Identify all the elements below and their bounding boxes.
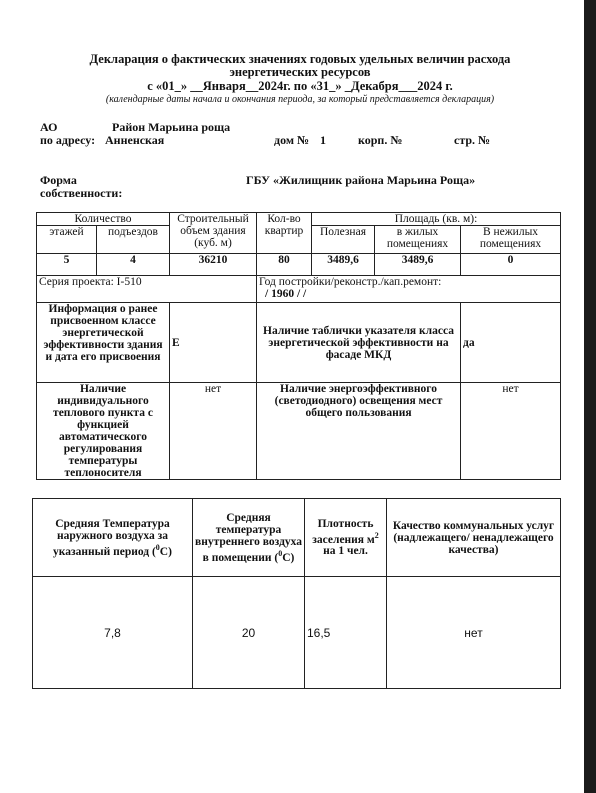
floors-header: этажей [37,226,97,254]
house-value: 1 [320,133,326,147]
build-year-cell [257,276,561,303]
house-label: дом № [274,133,310,147]
density-header-tail: на 1 чел. [323,545,368,558]
floors-value: 5 [37,254,97,276]
build-year-label: Год постройки/реконстр./кап.ремонт: [259,276,442,288]
area-header: Площадь (кв. м): [312,213,561,226]
korp-label: корп. № [358,133,403,147]
led-lighting-value: нет [461,383,561,480]
project-series: Серия проекта: I-510 [37,276,257,303]
celsius-unit: С) [282,551,295,564]
led-lighting-label: Наличие энергоэффективного (светодиодного) освещения мест общего пользования [257,383,461,480]
ao-label: АО [40,120,58,134]
apartments-header: Кол-во квартир [257,213,312,254]
density-header-text: Плотность заселения м [312,517,375,546]
ownership-label: Форма [40,173,77,187]
squared-superscript: 2 [374,530,379,540]
ownership-value: ГБУ «Жилищник района Марьина Роща» [246,173,476,187]
outdoor-temp-header [33,499,193,577]
celsius-unit: С) [159,545,172,558]
quality-value: нет [387,577,561,689]
nonresidential-area-value: 0 [461,254,561,276]
doc-title-line1: Декларация о фактических значениях годовых удельных величин расхода [89,52,511,66]
degree-superscript: 0 [278,548,283,558]
build-year-value: / 1960 / / [265,288,307,300]
entrances-header: подъездов [97,226,170,254]
address-street: Анненская [105,133,165,147]
entrances-value: 4 [97,254,170,276]
degree-superscript: 0 [155,542,160,552]
ownership-label-2: собственности: [40,186,123,200]
ao-value: Район Марьина роща [112,120,231,134]
volume-header: Строительный объем здания (куб. м) [170,213,257,254]
density-header [305,499,387,577]
nonresidential-area-header: В нежилых помещениях [461,226,561,254]
address-label: по адресу: [40,133,96,147]
itp-label: Наличие индивидуального теплового пункта с функцией автоматического регулирования температуры теплоносителя [37,383,170,480]
indoor-temp-value: 20 [193,577,305,689]
indoor-temp-header-text: Средняя температура внутреннего воздуха в помещении ( [195,511,303,564]
scan-edge [584,0,596,793]
useful-area-value: 3489,6 [312,254,375,276]
apartments-value: 80 [257,254,312,276]
energy-class-value: Е [170,303,257,383]
residential-area-header: в жилых помещениях [375,226,461,254]
outdoor-temp-value: 7,8 [33,577,193,689]
useful-area-header: Полезная [312,226,375,254]
quality-header: Качество коммунальных услуг (надлежащего/ ненадлежащего качества) [387,499,561,577]
density-value: 16,5 [305,577,387,689]
energy-plate-value: да [461,303,561,383]
outdoor-temp-header-text: Средняя Температура наружного воздуха за указанный период ( [53,517,170,558]
climate-table [32,498,561,689]
volume-value: 36210 [170,254,257,276]
str-label: стр. № [454,133,491,147]
doc-title-line2: энергетических ресурсов [229,65,371,79]
count-header: Количество [37,213,170,226]
residential-area-value: 3489,6 [375,254,461,276]
indoor-temp-header [193,499,305,577]
building-table [36,212,561,480]
doc-subtitle: (календарные даты начала и окончания периода, за который представляется декларация) [105,94,495,105]
doc-period: с «01_» __Января__2024г. по «31_» _Декабря___2024 г. [147,79,453,93]
energy-plate-label: Наличие таблички указателя класса энергетической эффективности на фасаде МКД [257,303,461,383]
itp-value: нет [170,383,257,480]
energy-class-label: Информация о ранее присвоенном классе энергетической эффективности здания и дата его присвоения [37,303,170,383]
